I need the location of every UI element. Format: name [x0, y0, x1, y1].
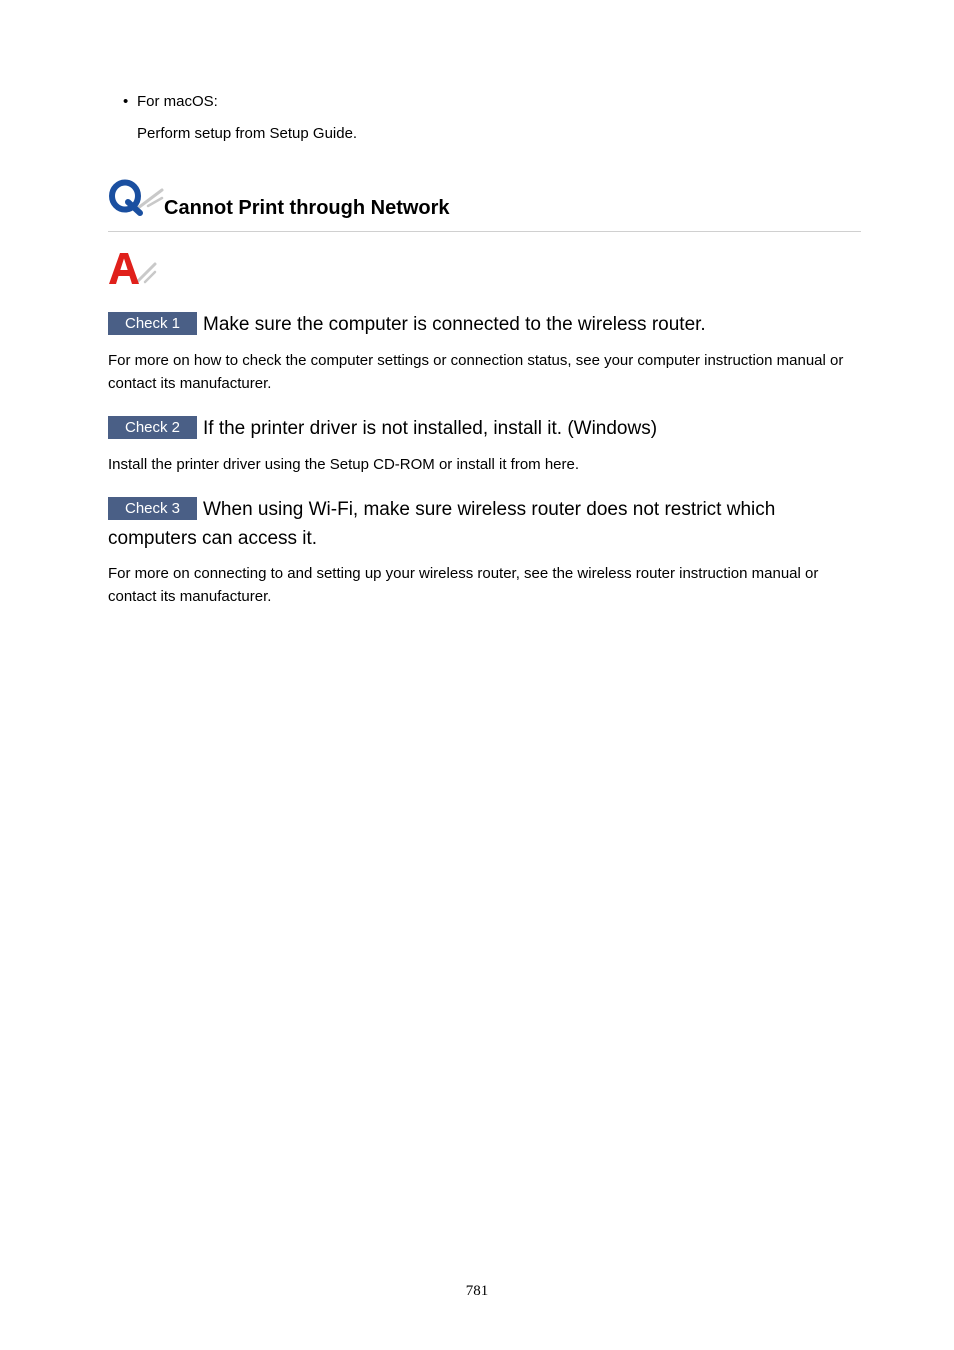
check-2-heading: [108, 414, 861, 443]
check-1-body: For more on how to check the computer settings or connection status, see your computer instruction manual or contact its manufacturer.: [108, 352, 844, 392]
check-3-badge: Check 3: [108, 497, 197, 520]
bullet-label: For macOS:: [137, 93, 218, 110]
check-3-heading: [108, 495, 861, 553]
bullet-detail: Perform setup from Setup Guide.: [137, 125, 358, 142]
check-3-body: For more on connecting to and setting up your wireless router, see the wireless router instruction manual or contact its manufacturer.: [108, 565, 819, 605]
q-icon: [108, 178, 164, 218]
bullet-item: [123, 92, 218, 112]
check-1-heading-text: Make sure the computer is connected to the wireless router.: [203, 314, 706, 335]
question-title: Cannot Print through Network: [164, 197, 450, 219]
divider: [108, 231, 861, 232]
check-1-badge: Check 1: [108, 312, 197, 335]
check-2-badge: Check 2: [108, 416, 197, 439]
a-icon: [107, 250, 159, 288]
page-number: 781: [465, 1283, 489, 1299]
check-2-heading-text: If the printer driver is not installed, install it. (Windows): [203, 418, 658, 439]
check-2-body: Install the printer driver using the Setup CD-ROM or install it from here.: [108, 456, 580, 473]
check-3-heading-text: When using Wi-Fi, make sure wireless router does not restrict which computers can access it.: [108, 499, 776, 549]
check-1-heading: [108, 310, 861, 339]
bullet-marker: •: [123, 93, 129, 110]
